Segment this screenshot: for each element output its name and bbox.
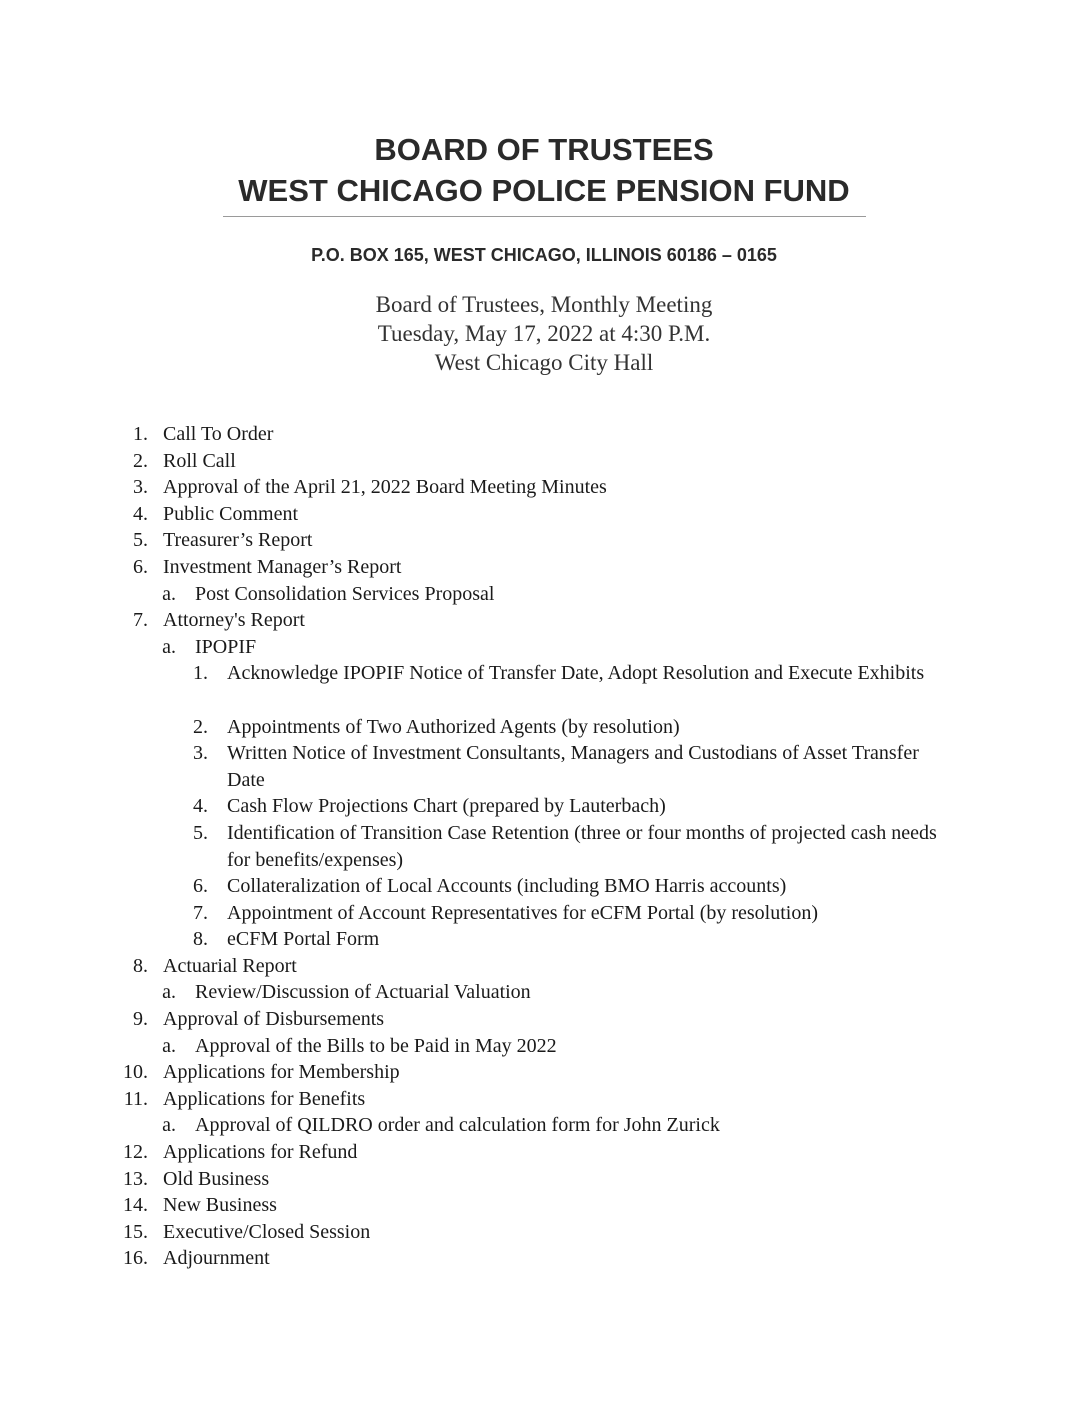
agenda-item-text: Investment Manager’s Report bbox=[163, 555, 402, 578]
meeting-info bbox=[0, 290, 1088, 377]
agenda-item-number: 8. bbox=[193, 928, 208, 951]
agenda-item bbox=[0, 1219, 1088, 1246]
agenda-item-text: New Business bbox=[163, 1194, 277, 1217]
agenda-item bbox=[0, 793, 1088, 820]
page-title-line-2: WEST CHICAGO POLICE PENSION FUND bbox=[238, 173, 850, 208]
agenda-item bbox=[0, 501, 1088, 528]
agenda-item-number: 8. bbox=[133, 954, 148, 977]
agenda-item bbox=[0, 1112, 1088, 1139]
agenda-item-text: Approval of the April 21, 2022 Board Meeting Minutes bbox=[163, 476, 607, 499]
title-divider bbox=[223, 216, 866, 217]
agenda-item-number: 14. bbox=[123, 1194, 148, 1217]
agenda-item bbox=[0, 714, 1088, 741]
agenda-item-number: 6. bbox=[133, 555, 148, 578]
agenda-item-number: 6. bbox=[193, 875, 208, 898]
agenda-item bbox=[0, 1192, 1088, 1219]
agenda-item bbox=[0, 581, 1088, 608]
agenda-item bbox=[0, 740, 1088, 793]
agenda-item-number: 16. bbox=[123, 1247, 148, 1270]
agenda-item-text: Adjournment bbox=[163, 1247, 270, 1270]
agenda-item bbox=[0, 900, 1088, 927]
agenda-item-text: Approval of QILDRO order and calculation form for John Zurick bbox=[195, 1114, 720, 1137]
agenda-item-text: eCFM Portal Form bbox=[227, 928, 380, 951]
agenda-item-number: a. bbox=[162, 981, 176, 1004]
agenda-item-text: Identification of Transition Case Retention (three or four months of projected cash needs for benefits/expenses) bbox=[227, 821, 937, 871]
agenda-item-number: 10. bbox=[123, 1061, 148, 1084]
agenda-item-number: 5. bbox=[133, 529, 148, 552]
agenda-item bbox=[0, 1006, 1088, 1033]
agenda-item-number: 5. bbox=[193, 821, 208, 844]
agenda-item bbox=[0, 1033, 1088, 1060]
agenda-item-text: Applications for Benefits bbox=[163, 1087, 366, 1110]
agenda-item-text: Public Comment bbox=[163, 502, 298, 525]
agenda-item-number: 2. bbox=[193, 715, 208, 738]
agenda-item bbox=[0, 1086, 1088, 1113]
agenda-item bbox=[0, 634, 1088, 661]
agenda-item bbox=[0, 1166, 1088, 1193]
meeting-name: Board of Trustees, Monthly Meeting bbox=[375, 292, 713, 317]
agenda-item bbox=[0, 1139, 1088, 1166]
agenda-item-number: 4. bbox=[133, 502, 148, 525]
agenda-item-text: Treasurer’s Report bbox=[163, 529, 313, 552]
agenda-item-text: Review/Discussion of Actuarial Valuation bbox=[195, 981, 531, 1004]
agenda-item-text: Old Business bbox=[163, 1167, 270, 1190]
agenda-item-number: 7. bbox=[133, 609, 148, 632]
agenda-item bbox=[0, 820, 1088, 873]
agenda-item bbox=[0, 607, 1088, 634]
agenda-item-number: 3. bbox=[133, 476, 148, 499]
agenda-item-text: Written Notice of Investment Consultants, Managers and Custodians of Asset Transfer Date bbox=[227, 742, 919, 791]
agenda-item bbox=[0, 926, 1088, 953]
agenda-item-number: 4. bbox=[193, 795, 208, 818]
agenda-list bbox=[0, 421, 1088, 1272]
agenda-item-text: Acknowledge IPOPIF Notice of Transfer Date, Adopt Resolution and Execute Exhibits bbox=[227, 662, 925, 685]
agenda-item-text: Appointments of Two Authorized Agents (by resolution) bbox=[227, 715, 680, 738]
agenda-item-text: Attorney's Report bbox=[163, 609, 305, 632]
agenda-item-number: 13. bbox=[123, 1167, 148, 1190]
agenda-item bbox=[0, 953, 1088, 980]
agenda-item-text: Executive/Closed Session bbox=[163, 1220, 371, 1243]
agenda-item-number: a. bbox=[162, 1114, 176, 1137]
agenda-item-text: Roll Call bbox=[163, 449, 236, 472]
agenda-item-number: 1. bbox=[193, 662, 208, 685]
agenda-item-number: 9. bbox=[133, 1008, 148, 1031]
agenda-item-text: Call To Order bbox=[163, 423, 274, 445]
agenda-item bbox=[0, 979, 1088, 1006]
mailing-address: P.O. BOX 165, WEST CHICAGO, ILLINOIS 60186 – 0165 bbox=[311, 245, 777, 265]
agenda-item-number: 2. bbox=[133, 449, 148, 472]
agenda-item-text: Approval of the Bills to be Paid in May 2022 bbox=[195, 1034, 557, 1057]
agenda-item bbox=[0, 873, 1088, 900]
agenda-item-text: Actuarial Report bbox=[163, 954, 297, 977]
meeting-location: West Chicago City Hall bbox=[434, 350, 654, 375]
agenda-item-number: 7. bbox=[193, 901, 208, 924]
agenda-item bbox=[0, 1245, 1088, 1272]
agenda-item-number: a. bbox=[162, 1034, 176, 1057]
meeting-datetime: Tuesday, May 17, 2022 at 4:30 P.M. bbox=[377, 321, 711, 346]
agenda-item bbox=[0, 421, 1088, 448]
agenda-item-text: Approval of Disbursements bbox=[163, 1008, 385, 1031]
page-title-line-1: BOARD OF TRUSTEES bbox=[374, 132, 714, 167]
agenda-item bbox=[0, 527, 1088, 554]
agenda-item bbox=[0, 660, 1088, 713]
agenda-item-number: 3. bbox=[193, 742, 208, 765]
agenda-item-text: Post Consolidation Services Proposal bbox=[195, 582, 495, 605]
agenda-item-text: Appointment of Account Representatives for eCFM Portal (by resolution) bbox=[227, 901, 819, 924]
agenda-item bbox=[0, 554, 1088, 581]
agenda-item-number: a. bbox=[162, 635, 176, 658]
agenda-item-number: 11. bbox=[123, 1087, 148, 1110]
agenda-item-text: Applications for Membership bbox=[163, 1061, 400, 1084]
agenda-item-text: Applications for Refund bbox=[163, 1141, 358, 1164]
agenda-item-number: a. bbox=[162, 582, 176, 605]
agenda-item-text: IPOPIF bbox=[195, 635, 257, 658]
agenda-item bbox=[0, 448, 1088, 475]
agenda-item-number: 12. bbox=[123, 1141, 148, 1164]
agenda-item bbox=[0, 474, 1088, 501]
agenda-item bbox=[0, 1059, 1088, 1086]
agenda-item-number: 1. bbox=[133, 423, 148, 445]
agenda-item-text: Cash Flow Projections Chart (prepared by Lauterbach) bbox=[227, 795, 666, 818]
agenda-item-number: 15. bbox=[123, 1220, 148, 1243]
agenda-item-text: Collateralization of Local Accounts (including BMO Harris accounts) bbox=[227, 875, 787, 898]
